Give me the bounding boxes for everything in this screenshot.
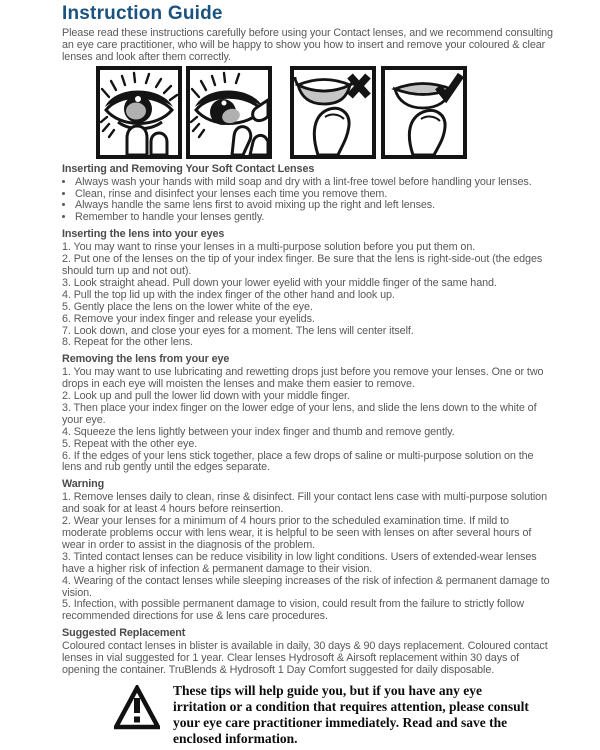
inside-out-lens-icon [294,70,372,155]
intro-paragraph: Please read these instructions carefully before using your Contact lenses, and we recommend consulting an eye care practitioner, who will be happy to show you how to insert and remove your coloured & clear lenses and look after them correctly. [62,27,553,63]
page-title: Instruction Guide [62,3,223,24]
insert-lens-illustration [96,66,182,159]
list-item: 5. Repeat with the other eye. [62,437,198,450]
list-item: • Always wash your hands with mild soap and dry with a lint-free towel before handling your lenses. [75,177,550,189]
list-item: 4. Pull the top lid up with the index finger of the other hand and look up. [62,288,395,301]
list-item: 5. Infection, with possible permanent damage to vision, could result from the failure to strictly follow recommended directions for use & lens care procedures. [62,598,524,623]
list-item: 3. Then place your index finger on the lower edge of your lens, and slide the lens down to the white of your eye. [62,401,537,426]
list-item: 1. You may want to use lubricating and rewetting drops just before you remove your lenses. One or two drops in each eye will moisten the lenses and make them easier to remove. [62,366,544,391]
list-item: 1. You may want to rinse your lenses in a multi-purpose solution before you put them on. [62,241,476,254]
list-item: 3. Look straight ahead. Pull down your lower eyelid with your middle finger of the same hand. [62,276,497,289]
list-item: 2. Look up and pull the lower lid down with your middle finger. [62,390,350,403]
section-warning [62,479,550,623]
section-heading: Warning [62,478,105,491]
notice-text: These tips will help guide you, but if you have any eye irritation or a condition that requires attention, please consult your eye care practitioner immediately. Read and save the enclosed information. [173,682,529,746]
lens-correct-illustration [381,66,467,159]
list-item: 1. Remove lenses daily to clean, rinse & disinfect. Fill your contact lens case with multi-purpose solution and soak for at least 4 hours before reinsertion. [62,491,547,516]
attention-notice [114,683,550,747]
section-removing [62,354,550,474]
illustration-row [96,66,550,159]
list-item: 4. Wearing of the contact lenses while sleeping increases of the risk of infection & permanent damage to vision. [62,574,550,599]
list-item: 5. Gently place the lens on the lower white of the eye. [62,300,313,313]
warning-triangle-icon [114,685,160,731]
section-heading: Inserting the lens into your eyes [62,228,225,241]
section-inserting [62,229,550,349]
list-item: 6. If the edges of your lens stick together, place a few drops of saline or multi-purpose solution on the lens and rub gently until the edges separate. [62,449,534,474]
section-handling [62,164,550,225]
list-item: • Clean, rinse and disinfect your lenses each time you remove them. [75,189,550,201]
eye-insert-icon [100,70,178,155]
list-item: 7. Look down, and close your eyes for a moment. The lens will center itself. [62,324,414,337]
remove-lens-illustration [186,66,272,159]
list-item: • Always handle the same lens first to avoid mixing up the right and left lenses. [75,200,550,212]
section-heading: Removing the lens from your eye [62,353,230,366]
list-item: • Remember to handle your lenses gently. [75,212,550,224]
handling-tips-list [62,177,550,225]
x-mark-icon [350,76,368,96]
correct-lens-icon [385,70,463,155]
list-item: 3. Tinted contact lenses can be reduce visibility in low light conditions. Users of extended-wear lenses have a higher risk of infection & permanent damage to their vision. [62,550,537,575]
list-item: 6. Remove your index finger and release your eyelids. [62,312,315,325]
section-heading: Inserting and Removing Your Soft Contact Lenses [62,162,315,175]
replacement-paragraph: Coloured contact lenses in blister is available in daily, 30 days & 90 days replacement. Coloured contact lenses in vial suggested for 1 year. Clear lenses Hydrosoft & Airsoft replacement within 30 days of opening the container. TruBlends & Hydrosoft 1 Day Comfort suggested for daily disposable. [62,640,548,676]
check-mark-icon [438,75,461,97]
section-replacement [62,628,550,677]
eye-remove-icon [190,70,268,155]
list-item: 4. Squeeze the lens lightly between your index finger and thumb and remove gently. [62,425,455,438]
list-item: 2. Wear your lenses for a minimum of 4 hours prior to the scheduled examination time. If mild to moderate problems occur with lens wear, it is helpful to be seen with lenses on after several hours of wear in order to assist in the diagnosis of the problem. [62,515,532,551]
section-heading: Suggested Replacement [62,627,186,640]
list-item: 2. Put one of the lenses on the tip of your index finger. Be sure that the lens is right-side-out (the edges should turn up and not out). [62,253,543,277]
list-item: 8. Repeat for the other lens. [62,336,193,349]
lens-inside-out-illustration [290,66,376,159]
